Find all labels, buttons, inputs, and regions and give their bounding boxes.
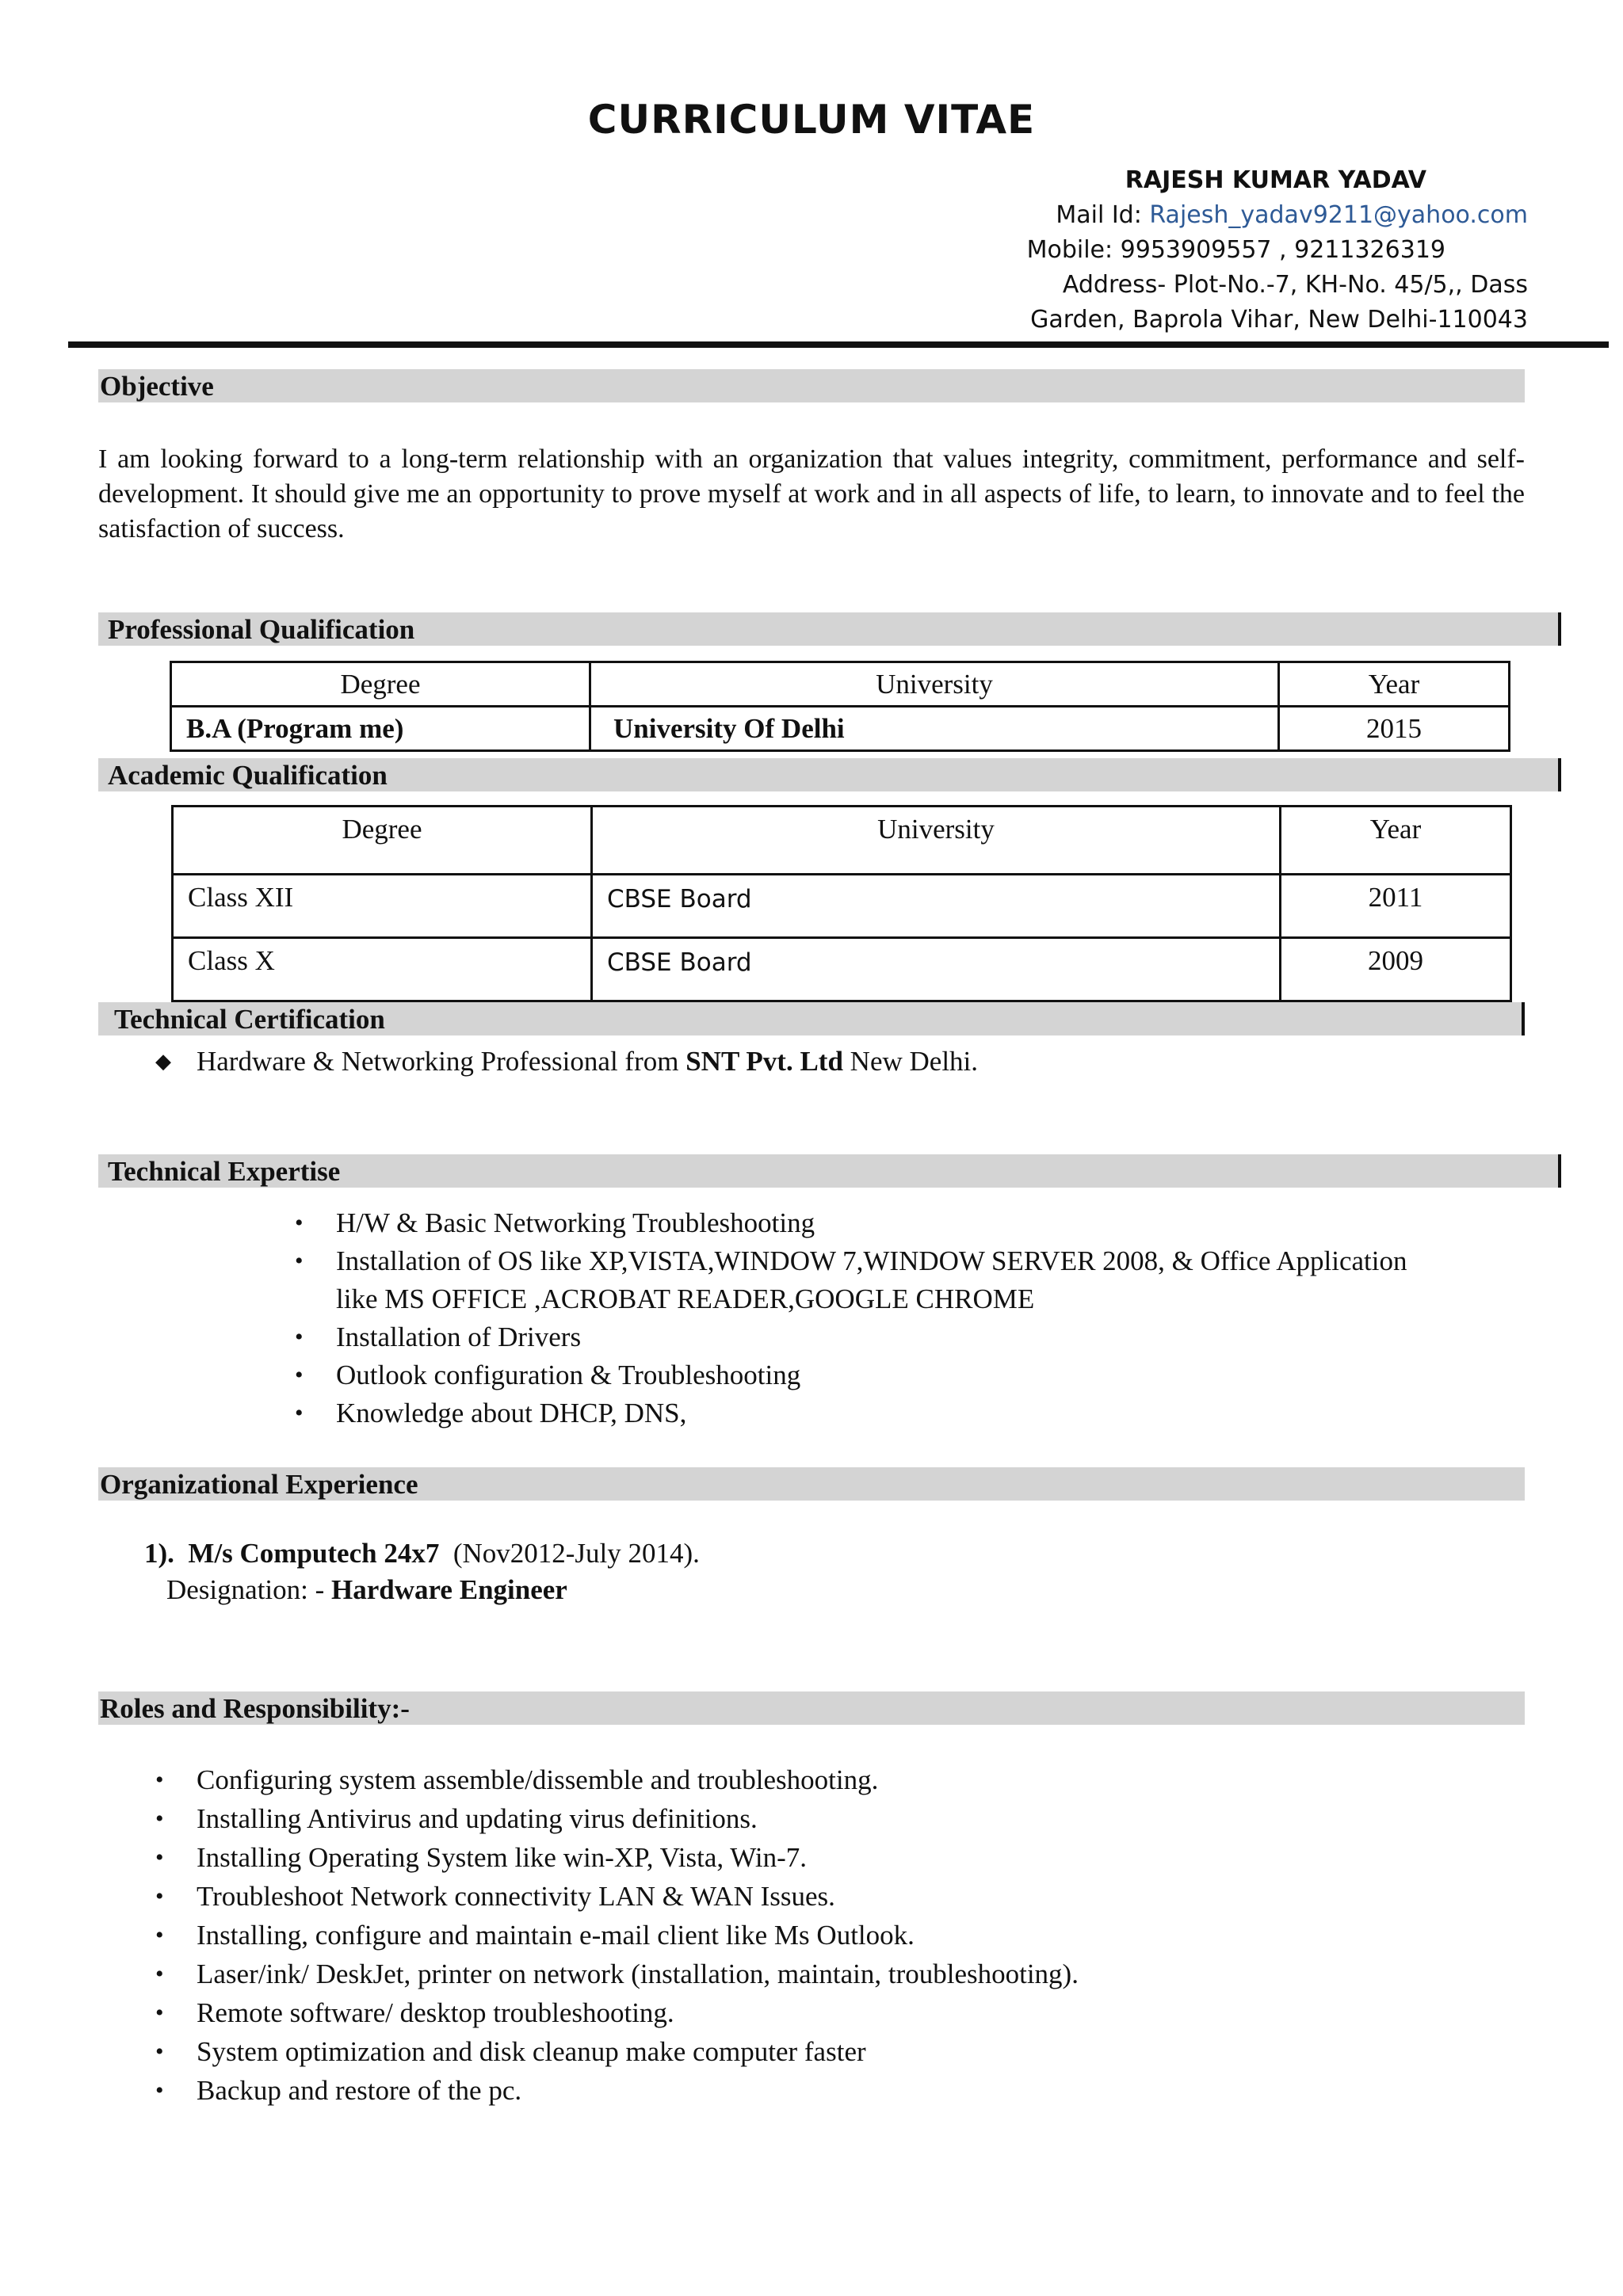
- degree-cell: Class X: [173, 938, 592, 1001]
- professional-qualification-heading: Professional Qualification: [98, 612, 1561, 646]
- professional-qualification-table: [170, 661, 1510, 752]
- address-line-2: Garden, Baprola Vihar, New Delhi-110043: [1030, 306, 1528, 334]
- technical-expertise-heading: Technical Expertise: [98, 1154, 1561, 1188]
- academic-qualification-heading: Academic Qualification: [98, 758, 1561, 791]
- table-row: [173, 875, 1511, 938]
- header-divider: [68, 341, 1609, 348]
- list-item: • H/W & Basic Networking Troubleshooting: [336, 1204, 1572, 1242]
- year-cell: 2015: [1279, 707, 1510, 751]
- table-header-row: [171, 662, 1510, 707]
- column-header: University: [590, 662, 1279, 707]
- bullet-icon: •: [295, 1324, 304, 1350]
- document-title: CURRICULUM VITAE: [587, 97, 1036, 143]
- certification-prefix: Hardware & Networking Professional from: [197, 1046, 686, 1077]
- objective-text: I am looking forward to a long-term relationship with an organization that values integrity, commitment, performance and self-development. It should give me an opportunity to prove myself at work and in all aspects of life, to learn, to innovate and to feel the satisfaction of success.: [98, 444, 1525, 543]
- list-item: • Installing Operating System like win-XP, Vista, Win-7.: [197, 1838, 1544, 1877]
- list-item: • Remote software/ desktop troubleshooting.: [197, 1993, 1544, 2032]
- expertise-list: [295, 1204, 1572, 1432]
- certification-institute: SNT Pvt. Ltd: [685, 1046, 843, 1077]
- list-item: • Knowledge about DHCP, DNS,: [336, 1394, 1572, 1432]
- address-line-1: Address- Plot-No.-7, KH-No. 45/5,, Dass: [1062, 271, 1528, 299]
- mail-value[interactable]: Rajesh_yadav9211@yahoo.com: [1149, 201, 1528, 229]
- roles-list: [155, 1760, 1544, 2110]
- list-item: [155, 1044, 979, 1079]
- academic-qualification-table: [171, 805, 1512, 1002]
- column-header: Year: [1281, 807, 1511, 875]
- experience-number: 1).: [144, 1538, 174, 1569]
- degree-cell: B.A (Program me): [171, 707, 590, 751]
- list-item: • Troubleshoot Network connectivity LAN & WAN Issues.: [197, 1877, 1544, 1916]
- degree-cell: Class XII: [173, 875, 592, 938]
- university-cell: CBSE Board: [592, 938, 1281, 1001]
- designation-label: Designation: -: [166, 1574, 332, 1605]
- column-header: Year: [1279, 662, 1510, 707]
- bullet-icon: •: [295, 1248, 304, 1274]
- company-name: M/s Computech 24x7: [188, 1538, 440, 1569]
- bullet-icon: •: [155, 1806, 164, 1832]
- list-item: • Installing, configure and maintain e-mail client like Ms Outlook.: [197, 1916, 1544, 1955]
- bullet-icon: •: [155, 1883, 164, 1909]
- experience-entry: [144, 1535, 700, 1608]
- diamond-bullet-icon: ◆: [155, 1050, 171, 1073]
- experience-period: (Nov2012-July 2014).: [453, 1538, 700, 1569]
- table-header-row: [173, 807, 1511, 875]
- mobile-line: Mobile: 9953909557 , 9211326319: [1026, 236, 1445, 264]
- list-item: • Configuring system assemble/dissemble and troubleshooting.: [197, 1760, 1544, 1799]
- mail-line: [957, 198, 1528, 233]
- university-cell: CBSE Board: [592, 875, 1281, 938]
- objective-heading: Objective: [98, 369, 1525, 402]
- contact-block: [957, 163, 1528, 338]
- bullet-icon: •: [155, 1844, 164, 1871]
- list-item: • Installation of Drivers: [336, 1318, 1572, 1356]
- year-cell: 2011: [1281, 875, 1511, 938]
- table-row: [173, 938, 1511, 1001]
- list-item: • System optimization and disk cleanup make computer faster: [197, 2032, 1544, 2071]
- table-row: [171, 707, 1510, 751]
- candidate-name: RAJESH KUMAR YADAV: [1125, 166, 1426, 194]
- year-cell: 2009: [1281, 938, 1511, 1001]
- experience-company-line: [144, 1535, 700, 1572]
- roles-heading: Roles and Responsibility:-: [98, 1691, 1525, 1725]
- list-item: • Outlook configuration & Troubleshooting: [336, 1356, 1572, 1394]
- designation-line: [144, 1572, 700, 1608]
- list-item-continuation: like MS OFFICE ,ACROBAT READER,GOOGLE CHROME: [336, 1283, 1035, 1314]
- list-item: • Installing Antivirus and updating virus definitions.: [197, 1799, 1544, 1838]
- designation-value: Hardware Engineer: [331, 1574, 567, 1605]
- bullet-icon: •: [295, 1210, 304, 1236]
- bullet-icon: •: [155, 2039, 164, 2065]
- bullet-icon: •: [155, 2077, 164, 2103]
- bullet-icon: •: [295, 1362, 304, 1388]
- column-header: Degree: [171, 662, 590, 707]
- list-item: • Backup and restore of the pc.: [197, 2071, 1544, 2110]
- list-item: • Laser/ink/ DeskJet, printer on network (installation, maintain, troubleshooting).: [197, 1955, 1544, 1993]
- mail-label: Mail Id:: [1056, 201, 1142, 229]
- certification-suffix: New Delhi.: [842, 1046, 979, 1077]
- organizational-experience-heading: Organizational Experience: [98, 1467, 1525, 1501]
- column-header: Degree: [173, 807, 592, 875]
- column-header: University: [592, 807, 1281, 875]
- technical-certification-heading: Technical Certification: [98, 1002, 1525, 1035]
- bullet-icon: •: [155, 1961, 164, 1987]
- certification-list: [155, 1044, 979, 1079]
- bullet-icon: •: [155, 2000, 164, 2026]
- list-item: • Installation of OS like XP,VISTA,WINDOW 7,WINDOW SERVER 2008, & Office Application: [336, 1242, 1572, 1280]
- bullet-icon: •: [155, 1767, 164, 1793]
- university-cell: University Of Delhi: [590, 707, 1279, 751]
- bullet-icon: •: [155, 1922, 164, 1948]
- bullet-icon: •: [295, 1400, 304, 1426]
